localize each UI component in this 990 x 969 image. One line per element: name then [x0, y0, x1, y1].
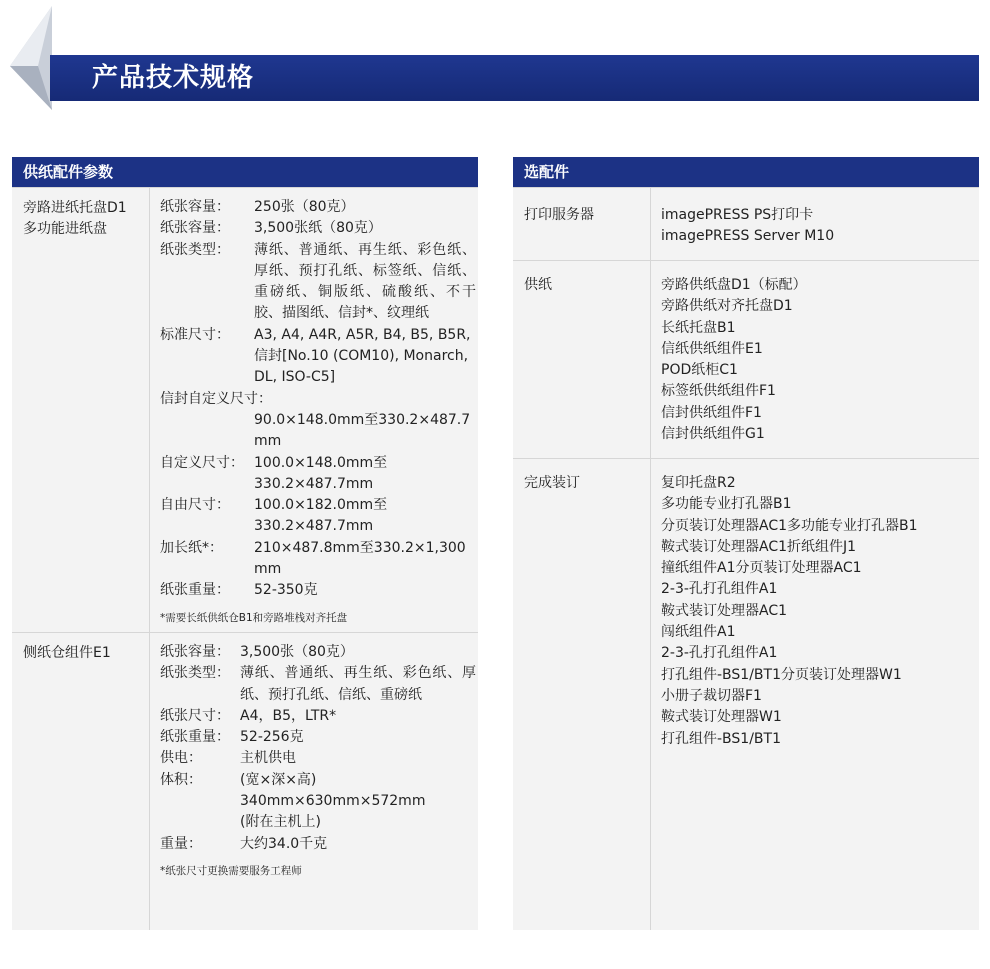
spec-value: 薄纸、普通纸、再生纸、彩色纸、厚纸、预打孔纸、信纸、重磅纸 [240, 665, 476, 703]
option-list [661, 205, 977, 248]
option-item: 标签纸供纸组件F1 [661, 383, 776, 400]
spec-label: 纸张类型： [160, 241, 230, 258]
category-line: 多功能进纸盘 [23, 221, 107, 237]
option-item: 鞍式装订处理器AC1 [661, 602, 788, 619]
option-section-paper-feed [513, 260, 979, 458]
spec-value: 210×487.8mm至330.2×1,300 mm [254, 539, 466, 578]
spec-label: 重量： [160, 835, 202, 852]
option-item: POD纸柜C1 [661, 362, 738, 379]
option-item: 信封供纸组件G1 [661, 426, 765, 443]
paper-feed-spec-panel [12, 157, 478, 930]
spec-row [160, 642, 476, 663]
spec-value: 主机供电 [240, 750, 296, 767]
section-category: 打印服务器 [524, 207, 594, 223]
panel-header: 供纸配件参数 [12, 157, 478, 187]
option-section-finishing [513, 458, 979, 931]
option-list [661, 275, 977, 445]
option-section-print-server [513, 187, 979, 260]
spec-row [160, 748, 476, 769]
spec-value: 大约34.0千克 [240, 835, 328, 852]
spec-row [160, 706, 476, 727]
option-item: 分页装订处理器AC1多功能专业打孔器B1 [661, 517, 918, 534]
panel-header: 选配件 [513, 157, 979, 187]
option-item: 长纸托盘B1 [661, 319, 736, 336]
spec-row [160, 834, 476, 855]
footnote: *需要长纸供纸仓B1和旁路堆栈对齐托盘 [160, 611, 348, 624]
spec-label: 自定义尺寸： [160, 454, 244, 471]
spec-label: 纸张类型： [160, 665, 230, 682]
section-category: 完成装订 [524, 475, 580, 491]
category-line: 侧纸仓组件E1 [23, 645, 111, 661]
spec-list [160, 642, 476, 879]
spec-value: 100.0×182.0mm至330.2×487.7mm [254, 497, 388, 535]
option-item: 打孔组件-BS1/BT1分页装订处理器W1 [661, 666, 902, 683]
option-item: 信纸供纸组件E1 [661, 340, 763, 357]
spec-label: 体积： [160, 771, 202, 788]
spec-label: 纸张容量： [160, 199, 230, 215]
spec-value: 3,500张纸（80克） [254, 220, 382, 237]
option-item: 旁路供纸盘D1（标配） [661, 277, 807, 293]
option-item: imagePRESS Server M10 [661, 228, 835, 245]
spec-row [160, 580, 476, 601]
options-panel [513, 157, 979, 930]
spec-row [160, 727, 476, 748]
option-item: 鞍式装订处理器W1 [661, 709, 782, 726]
spec-value: 250张（80克） [254, 199, 355, 215]
spec-label: 纸张容量： [160, 220, 230, 237]
spec-row [160, 495, 476, 538]
footnote: *纸张尺寸更换需要服务工程师 [160, 864, 302, 877]
spec-row [160, 770, 476, 834]
option-item: 撞纸组件A1分页装订处理器AC1 [661, 560, 862, 577]
option-item: imagePRESS PS打印卡 [661, 207, 814, 223]
spec-value: 薄纸、普通纸、再生纸、彩色纸、厚纸、预打孔纸、标签纸、信纸、重磅纸、铜版纸、硫酸纸、不干胶、描图纸、信封*、纹理纸 [254, 241, 476, 322]
option-item: 2-3-孔打孔组件A1 [661, 581, 778, 598]
spec-row [160, 197, 476, 218]
option-list [661, 473, 977, 750]
spec-list [160, 197, 476, 626]
spec-row [160, 218, 476, 239]
spec-label: 信封自定义尺寸： [160, 390, 272, 407]
spec-section-side-deck [12, 632, 478, 931]
spec-label: 自由尺寸： [160, 497, 230, 514]
spec-row [160, 663, 476, 706]
spec-label: 加长纸*： [160, 539, 223, 556]
spec-label: 纸张尺寸： [160, 707, 230, 724]
option-item: 2-3-孔打孔组件A1 [661, 645, 778, 662]
section-category: 供纸 [524, 277, 552, 293]
spec-row [160, 453, 476, 496]
spec-row [160, 389, 476, 410]
spec-label: 标准尺寸： [160, 326, 230, 343]
spec-label: 供电： [160, 750, 202, 767]
spec-value: A3, A4, A4R, A5R, B4, B5, B5R, 信封[No.10 (COM10), Monarch, DL, ISO-C5] [254, 326, 471, 386]
option-item: 闯纸组件A1 [661, 624, 736, 641]
option-item: 多功能专业打孔器B1 [661, 496, 792, 513]
spec-value: A4，B5，LTR* [240, 707, 337, 724]
spec-value: 52-256克 [240, 729, 304, 746]
spec-row [160, 410, 476, 453]
option-item: 复印托盘R2 [661, 475, 736, 491]
spec-row [160, 325, 476, 389]
spec-section-bypass-tray [12, 187, 478, 632]
option-item: 鞍式装订处理器AC1折纸组件J1 [661, 538, 857, 555]
spec-label: 纸张容量： [160, 644, 230, 660]
option-item: 信封供纸组件F1 [661, 404, 762, 421]
page-title: 产品技术规格 [92, 63, 255, 93]
spec-value: 90.0×148.0mm至330.2×487.7 mm [254, 411, 471, 450]
spec-row [160, 240, 476, 325]
spec-value: 52-350克 [254, 582, 318, 599]
option-item: 小册子裁切器F1 [661, 687, 762, 704]
spec-label: 纸张重量： [160, 582, 230, 599]
option-item: 打孔组件-BS1/BT1 [661, 730, 781, 747]
spec-value: 3,500张（80克） [240, 644, 354, 660]
spec-row [160, 538, 476, 581]
spec-value: 100.0×148.0mm至330.2×487.7mm [254, 454, 388, 492]
category-line: 旁路进纸托盘D1 [23, 200, 127, 216]
option-item: 旁路供纸对齐托盘D1 [661, 298, 793, 315]
section-category [23, 643, 111, 664]
spec-value: (宽×深×高) 340mm×630mm×572mm (附在主机上) [240, 771, 426, 831]
spec-label: 纸张重量： [160, 729, 230, 746]
section-category [23, 198, 127, 240]
